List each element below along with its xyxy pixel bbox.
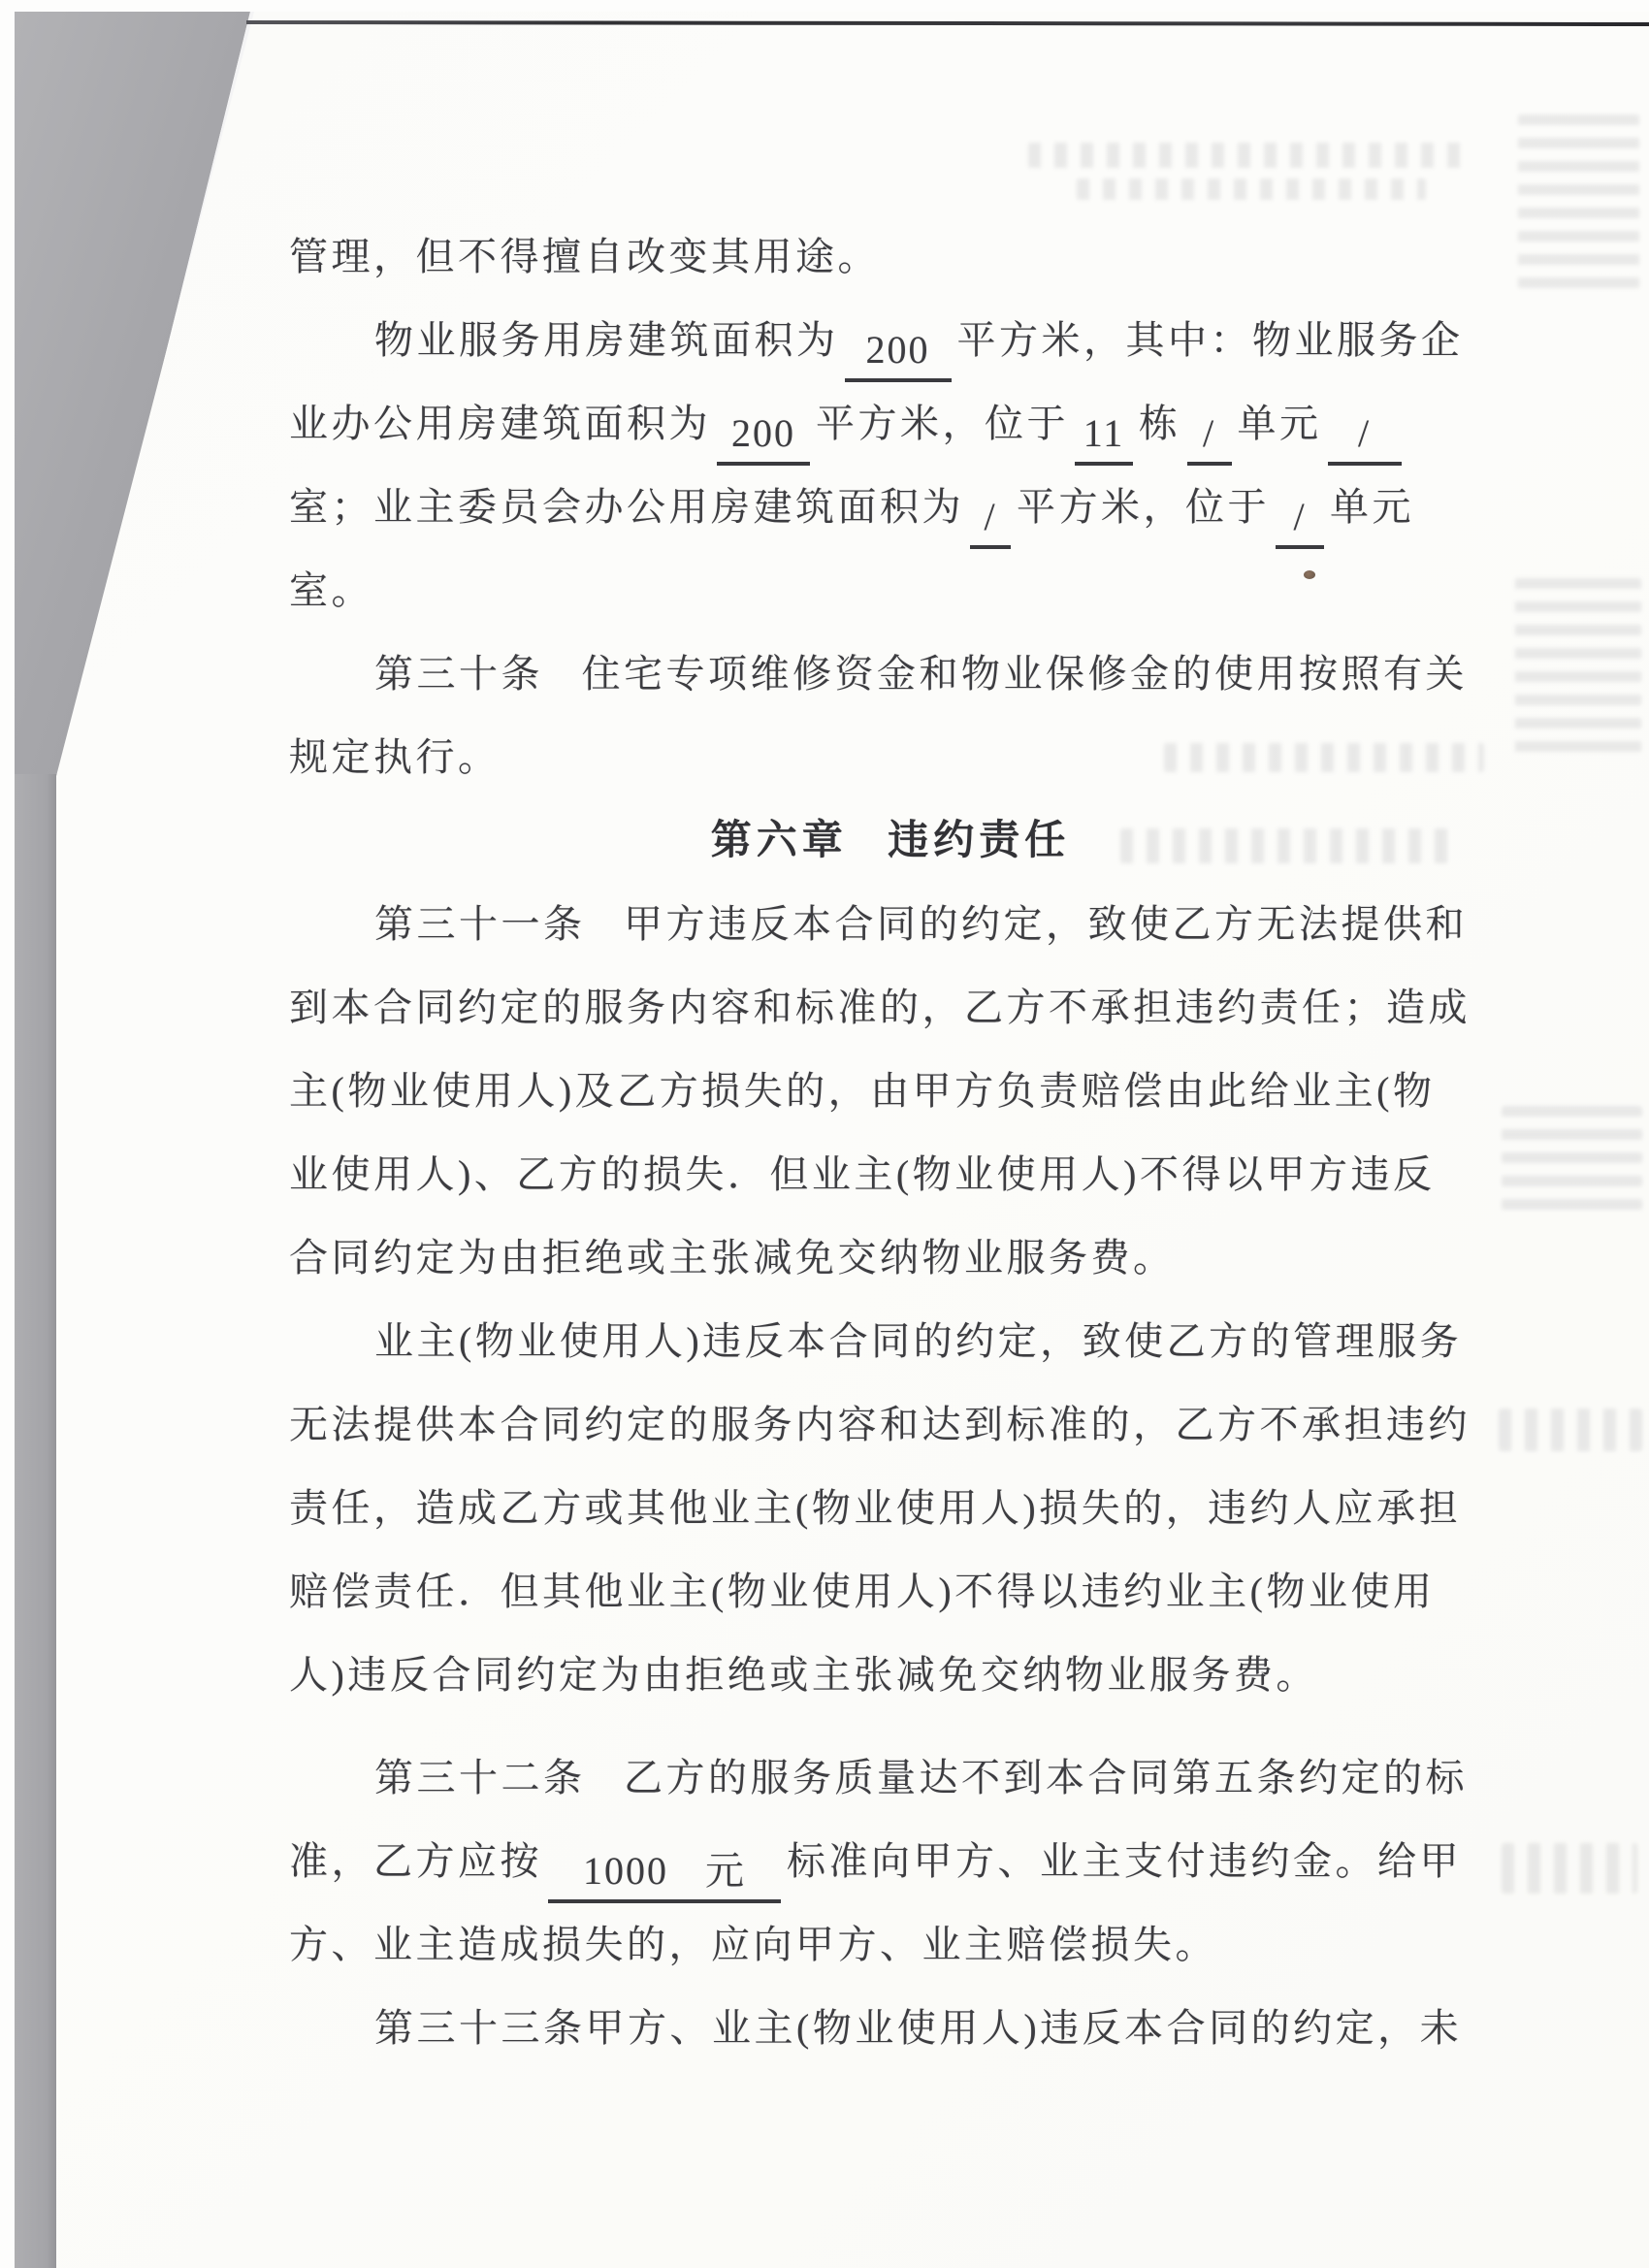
text-run: 第三十一条 甲方违反本合同的约定，致使乙方无法提供和 [374, 902, 1468, 946]
contract-text-line [289, 1820, 1492, 1903]
bleedthrough-artifact [1502, 1106, 1642, 1222]
text-run: 第三十二条 乙方的服务质量达不到本合同第五条约定的标 [374, 1756, 1468, 1799]
text-run: 方、业主造成损失的，应向甲方、业主赔偿损失。 [289, 1923, 1217, 1966]
text-run: 第三十条 住宅专项维修资金和物业保修金的使用按照有关 [374, 652, 1468, 696]
filled-form-blank: / [1276, 491, 1324, 549]
text-run: 平方米，位于 [816, 402, 1069, 445]
text-run: 规定执行。 [289, 735, 501, 779]
text-run: 管理，但不得擅自改变其用途。 [289, 235, 880, 278]
filled-form-blank: / [970, 491, 1011, 549]
text-run: 室；业主委员会办公用房建筑面积为 [289, 485, 964, 529]
contract-text-line [289, 1383, 1492, 1467]
text-run: 业办公用房建筑面积为 [289, 402, 711, 445]
text-run: 第三十三条甲方、业主(物业使用人)违反本合同的约定，未 [374, 2006, 1463, 2050]
contract-text-line [289, 1903, 1492, 1987]
contract-text-line [289, 1736, 1577, 1820]
text-run: 无法提供本合同约定的服务内容和达到标准的，乙方不承担违约 [289, 1403, 1471, 1446]
text-run: 单元 [1330, 485, 1414, 529]
contract-text-line [289, 883, 1577, 966]
text-run: 第六章 违约责任 [710, 819, 1071, 863]
text-run: 合同约定为由拒绝或主张减免交纳物业服务费。 [289, 1236, 1176, 1280]
text-run: 到本合同约定的服务内容和标准的，乙方不承担违约责任；造成 [289, 986, 1471, 1029]
bleedthrough-artifact [1502, 1843, 1637, 1894]
text-run: 业使用人)、乙方的损失．但业主(物业使用人)不得以甲方违反 [289, 1152, 1436, 1196]
filled-form-blank: 200 [717, 407, 810, 466]
contract-text-line [289, 632, 1577, 716]
text-run: 栋 [1139, 402, 1181, 445]
contract-text-line [289, 1987, 1577, 2070]
text-run: 平方米，位于 [1017, 485, 1270, 529]
contract-text-line [289, 382, 1492, 466]
contract-text-line [289, 549, 1492, 632]
text-run: 单元 [1237, 402, 1322, 445]
bleedthrough-artifact [1077, 178, 1426, 200]
filled-form-blank: / [1187, 407, 1232, 466]
bleedthrough-artifact [1028, 143, 1465, 168]
text-run: 准，乙方应按 [289, 1839, 542, 1883]
text-run: 人)违反合同约定为由拒绝或主张减免交纳物业服务费。 [289, 1653, 1318, 1697]
text-run: 平方米，其中：物业服务企 [956, 318, 1464, 362]
contract-text-line [289, 215, 1492, 299]
contract-text-line [289, 1634, 1492, 1717]
text-run: 主(物业使用人)及乙方损失的，由甲方负责赔偿由此给业主(物 [289, 1069, 1436, 1113]
contract-text-line [289, 299, 1577, 382]
text-run: 室。 [289, 568, 373, 612]
bleedthrough-artifact [1518, 114, 1639, 289]
filled-form-blank: 1000 元 [548, 1845, 781, 1903]
contract-text-line [289, 1216, 1492, 1300]
bleedthrough-artifact [1499, 1409, 1642, 1451]
contract-text-line [289, 466, 1492, 549]
contract-text-line [289, 966, 1492, 1050]
contract-text-line [289, 1133, 1492, 1216]
contract-text-line [289, 1467, 1492, 1550]
text-run: 物业服务用房建筑面积为 [374, 318, 839, 362]
text-run: 业主(物业使用人)违反本合同的约定，致使乙方的管理服务 [374, 1319, 1463, 1363]
contract-text-line [289, 1550, 1492, 1634]
filled-form-blank: 11 [1075, 407, 1133, 466]
filled-form-blank: / [1328, 407, 1402, 466]
text-run: 标准向甲方、业主支付违约金。给甲 [787, 1839, 1462, 1883]
contract-text-line [289, 1050, 1492, 1133]
chapter-heading [289, 799, 1492, 883]
text-run: 赔偿责任．但其他业主(物业使用人)不得以违约业主(物业使用 [289, 1570, 1436, 1613]
contract-text-line [289, 1300, 1577, 1383]
text-run: 责任，造成乙方或其他业主(物业使用人)损失的，违约人应承担 [289, 1486, 1462, 1530]
filled-form-blank: 200 [845, 324, 952, 382]
contract-text-line [289, 716, 1492, 799]
